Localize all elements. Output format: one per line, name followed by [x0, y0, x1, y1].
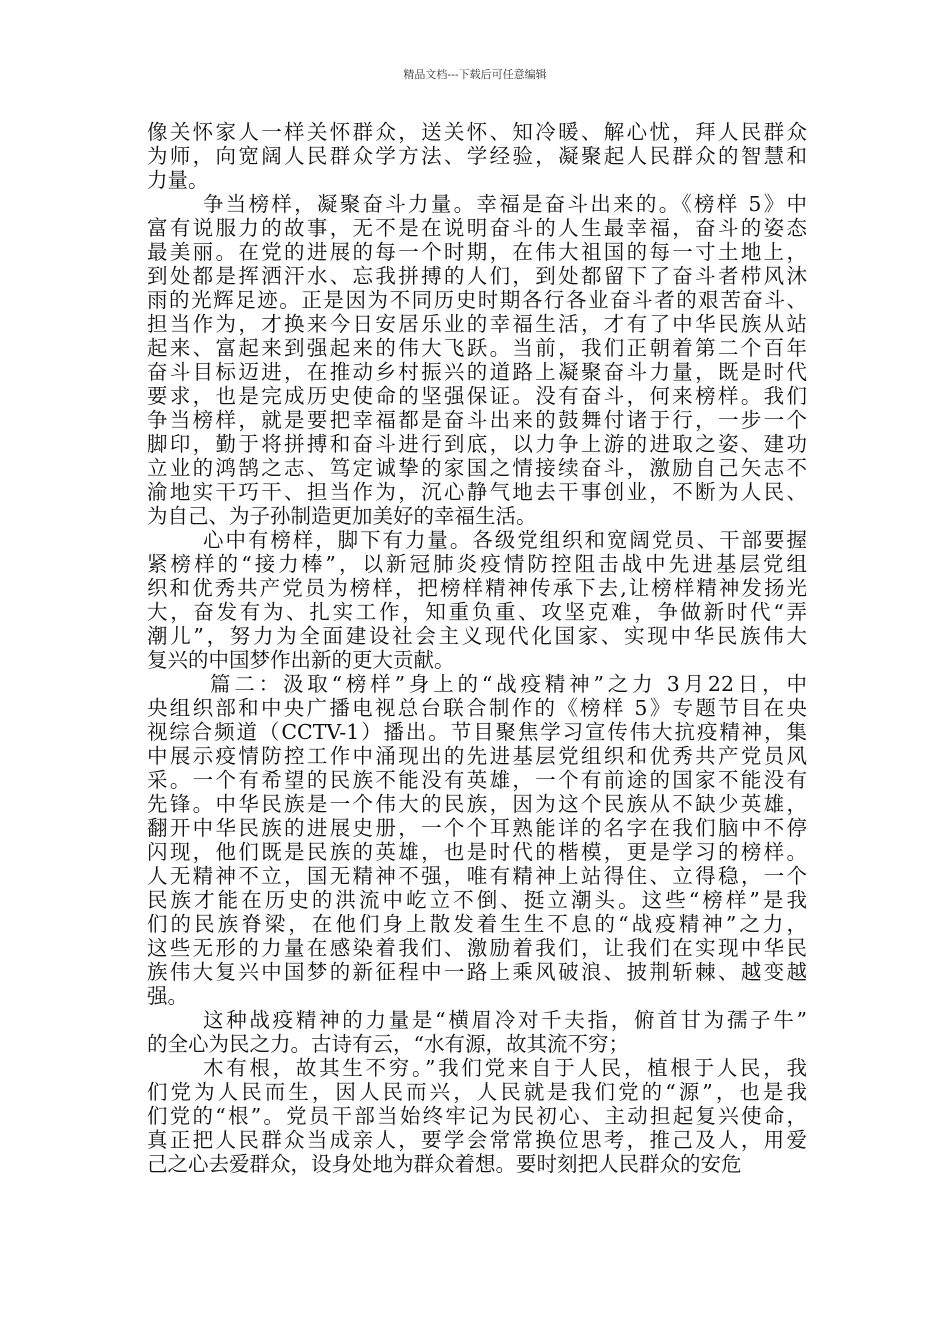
text-line: 像关怀家人一样关怀群众，送关怀、知冷暖、解心忧，拜人民群众	[147, 120, 807, 144]
document-body	[147, 120, 807, 1176]
text-line: 民族才能在历史的洪流中屹立不倒、挺立潮头。这些“榜样”是我	[147, 888, 807, 912]
text-line: 己之心去爱群众，设身处地为群众着想。要时刻把人民群众的安危	[147, 1152, 742, 1176]
text-line: 先锋。中华民族是一个伟大的民族，因为这个民族从不缺少英雄，	[147, 792, 807, 816]
text-line: 担当作为，才换来今日安居乐业的幸福生活，才有了中华民族从站	[147, 312, 807, 336]
text-line: 视综合频道（CCTV-1）播出。节目聚焦学习宣传伟大抗疫精神，集	[147, 720, 807, 744]
text-line: 的全心为民之力。古诗有云，“水有源，故其流不穷；	[147, 1032, 629, 1056]
paragraph	[147, 528, 807, 672]
text-line: 富有说服力的故事，无不是在说明奋斗的人生最幸福，奋斗的姿态	[147, 216, 807, 240]
paragraph	[147, 120, 807, 192]
text-line: 到处都是挥洒汗水、忘我拼搏的人们，到处都留下了奋斗者栉风沐	[147, 264, 807, 288]
text-line: 为师，向宽阔人民群众学方法、学经验，凝聚起人民群众的智慧和	[147, 144, 807, 168]
text-line: 们的民族脊梁，在他们身上散发着生生不息的“战疫精神”之力，	[147, 912, 807, 936]
text-line: 最美丽。在党的进展的每一个时期，在伟大祖国的每一寸土地上，	[147, 240, 807, 264]
text-line: 木有根，故其生不穷。”我们党来自于人民，植根于人民，我	[203, 1056, 807, 1080]
text-line: 采。一个有希望的民族不能没有英雄，一个有前途的国家不能没有	[147, 768, 807, 792]
paragraph	[147, 1008, 807, 1056]
text-line: 起来、富起来到强起来的伟大飞跃。当前，我们正朝着第二个百年	[147, 336, 807, 360]
text-line: 复兴的中国梦作出新的更大贡献。	[147, 648, 455, 672]
paragraph	[147, 672, 807, 1008]
text-line: 立业的鸿鹄之志、笃定诚挚的家国之情接续奋斗，激励自己矢志不	[147, 456, 807, 480]
text-line: 闪现，他们既是民族的英雄，也是时代的楷模，更是学习的榜样。	[147, 840, 807, 864]
text-line: 脚印，勤于将拼搏和奋斗进行到底，以力争上游的进取之姿、建功	[147, 432, 807, 456]
text-line: 这些无形的力量在感染着我们、激励着我们，让我们在实现中华民	[147, 936, 807, 960]
text-line: 织和优秀共产党员为榜样，把榜样精神传承下去,让榜样精神发扬光	[147, 576, 807, 600]
page-header: 精品文档---下载后可任意编辑	[403, 68, 547, 81]
text-line: 们党为人民而生，因人民而兴，人民就是我们党的“源”，也是我	[147, 1080, 807, 1104]
text-line: 强。	[147, 984, 188, 1008]
text-line: 篇二：汲取“榜样”身上的“战疫精神”之力 3月22日，中	[210, 672, 807, 696]
text-line: 央组织部和中央广播电视总台联合制作的《榜样 5》专题节目在央	[147, 696, 807, 720]
text-line: 人无精神不立，国无精神不强，唯有精神上站得住、立得稳，一个	[147, 864, 807, 888]
text-line: 中展示疫情防控工作中涌现出的先进基层党组织和优秀共产党员风	[147, 744, 807, 768]
text-line: 争当榜样，凝聚奋斗力量。幸福是奋斗出来的。《榜样 5》中	[203, 192, 807, 216]
text-line: 翻开中华民族的进展史册，一个个耳熟能详的名字在我们脑中不停	[147, 816, 807, 840]
text-line: 大，奋发有为、扎实工作，知重负重、攻坚克难，争做新时代“弄	[147, 600, 807, 624]
paragraph	[147, 1056, 807, 1176]
text-line: 心中有榜样，脚下有力量。各级党组织和宽阔党员、干部要握	[203, 528, 807, 552]
text-line: 要求，也是完成历史使命的坚强保证。没有奋斗，何来榜样。我们	[147, 384, 807, 408]
text-line: 真正把人民群众当成亲人，要学会常常换位思考，推己及人，用爱	[147, 1128, 807, 1152]
text-line: 族伟大复兴中国梦的新征程中一路上乘风破浪、披荆斩棘、越变越	[147, 960, 807, 984]
text-line: 紧榜样的“接力棒”，以新冠肺炎疫情防控阻击战中先进基层党组	[147, 552, 807, 576]
text-line: 为自己、为子孙制造更加美好的幸福生活。	[147, 504, 537, 528]
text-line: 奋斗目标迈进，在推动乡村振兴的道路上凝聚奋斗力量，既是时代	[147, 360, 807, 384]
text-line: 这种战疫精神的力量是“横眉冷对千夫指，俯首甘为孺子牛”	[203, 1008, 807, 1032]
paragraph	[147, 192, 807, 528]
text-line: 潮儿”，努力为全面建设社会主义现代化国家、实现中华民族伟大	[147, 624, 807, 648]
text-line: 雨的光辉足迹。正是因为不同历史时期各行各业奋斗者的艰苦奋斗、	[147, 288, 807, 312]
text-line: 争当榜样，就是要把幸福都是奋斗出来的鼓舞付诸于行，一步一个	[147, 408, 807, 432]
text-line: 们党的“根”。党员干部当始终牢记为民初心、主动担起复兴使命，	[147, 1104, 807, 1128]
text-line: 力量。	[147, 168, 209, 192]
text-line: 渝地实干巧干、担当作为，沉心静气地去干事创业，不断为人民、	[147, 480, 807, 504]
